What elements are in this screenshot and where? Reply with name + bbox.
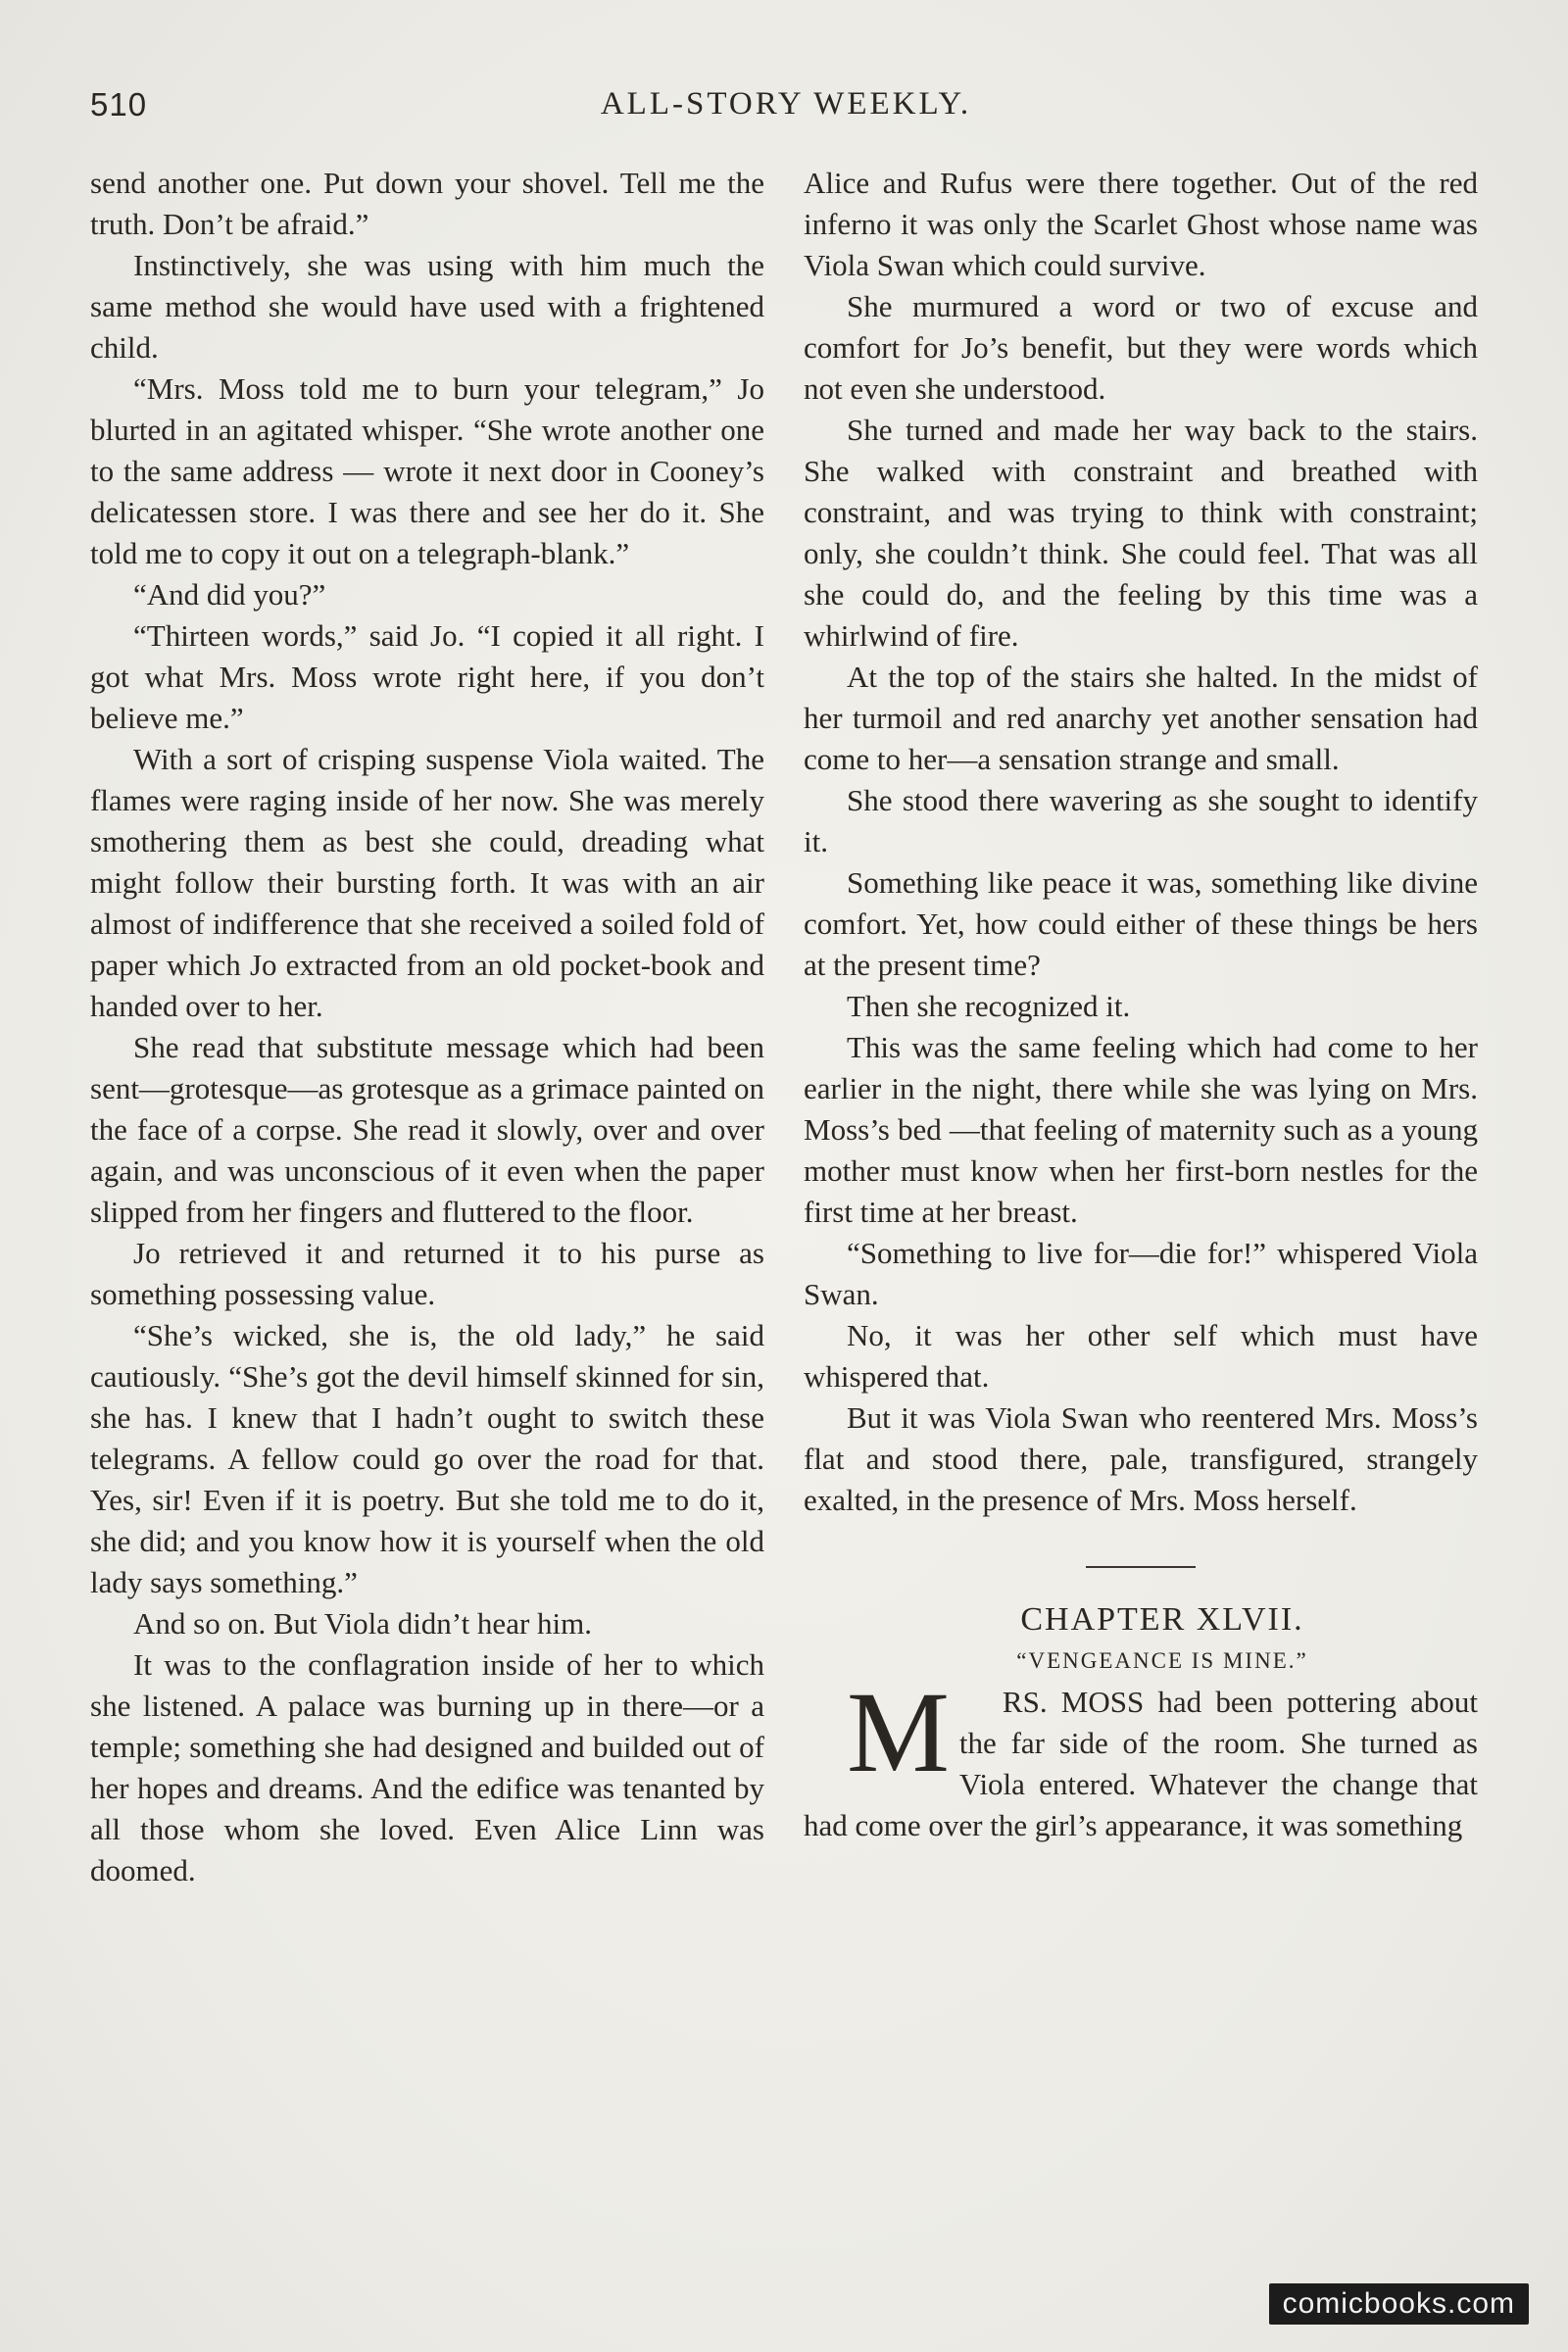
drop-cap: M (847, 1668, 950, 1796)
paragraph: It was to the conflagration inside of her to which she listened. A palace was burning up in there—or a temple; something she had designed and builded out of her hopes and dreams. And the edifice was tenanted by all those whom she loved. Even Alice Linn was doomed. (90, 1647, 764, 1887)
opening-text: RS. MOSS had been pottering about the far side of the room. She turned as Viola entered. Whatever the change that had come over the girl’s appearance, it was something (804, 1685, 1478, 1842)
left-column (90, 163, 764, 1891)
paragraph: “Thirteen words,” said Jo. “I copied it all right. I got what Mrs. Moss wrote right here, if you don’t believe me.” (90, 618, 764, 735)
running-head: ALL-STORY WEEKLY. (600, 86, 972, 122)
paragraph: With a sort of crisping suspense Viola waited. The flames were raging inside of her now. She was merely smothering them as best she could, dreading what might follow their bursting forth. It was with an air almost of indifference that she received a soiled fold of paper which Jo extracted from an old pocket-book and handed over to her. (90, 742, 764, 1023)
paragraph: Instinctively, she was using with him much the same method she would have used with a frightened child. (90, 248, 764, 365)
paragraph: No, it was her other self which must have whispered that. (804, 1318, 1478, 1394)
paragraph: send another one. Put down your shovel. Tell me the truth. Don’t be afraid.” (90, 166, 764, 241)
paragraph: She read that substitute message which had been sent—grotesque—as grotesque as a grimace painted on the face of a corpse. She read it slowly, over and over again, and was unconscious of it even when the paper slipped from her fingers and fluttered to the floor. (90, 1030, 764, 1229)
paragraph: “She’s wicked, she is, the old lady,” he said cautiously. “She’s got the devil himself skinned for sin, she has. I knew that I hadn’t ought to switch these telegrams. A fellow could go over the road for that. Yes, sir! Even if it is poetry. But she told me to do it, she did; and you know how it is yourself when the old lady says something.” (90, 1318, 764, 1599)
paragraph: “And did you?” (133, 577, 326, 612)
paragraph: Something like peace it was, something like divine comfort. Yet, how could either of these things be hers at the present time? (804, 865, 1478, 982)
paragraph: Jo retrieved it and returned it to his purse as something possessing value. (90, 1236, 764, 1311)
paragraph: “Mrs. Moss told me to burn your telegram,” Jo blurted in an agitated whisper. “She wrote another one to the same address — wrote it next door in Cooney’s delicatessen store. I was there and see her do it. She told me to copy it out on a telegraph-blank.” (90, 371, 764, 570)
paragraph: At the top of the stairs she halted. In the midst of her turmoil and red anarchy yet another sensation had come to her—a sensation strange and small. (804, 660, 1478, 776)
paragraph: This was the same feeling which had come to her earlier in the night, there while she was lying on Mrs. Moss’s bed —that feeling of maternity such as a young mother must know when her first-born nestles for the first time at her breast. (804, 1030, 1478, 1229)
page-number: 510 (90, 86, 148, 122)
paragraph: But it was Viola Swan who reentered Mrs. Moss’s flat and stood there, pale, transfigured, strangely exalted, in the presence of Mrs. Moss herself. (804, 1400, 1478, 1517)
paragraph: Alice and Rufus were there together. Out of the red inferno it was only the Scarlet Ghost whose name was Viola Swan which could survive. (804, 166, 1478, 282)
chapter-opening-paragraph (804, 1668, 1478, 1846)
paragraph: And so on. But Viola didn’t hear him. (133, 1606, 592, 1641)
page-header (90, 86, 1482, 135)
paragraph: “Something to live for—die for!” whispered Viola Swan. (804, 1236, 1478, 1311)
right-column (804, 163, 1478, 1846)
paragraph: Then she recognized it. (847, 989, 1131, 1023)
chapter-subtitle: “VENGEANCE IS MINE.” (1016, 1648, 1308, 1673)
paragraph: She murmured a word or two of excuse and comfort for Jo’s benefit, but they were words which not even she understood. (804, 289, 1478, 406)
paragraph: She turned and made her way back to the stairs. She walked with constraint and breathed with constraint, and was trying to think with constraint; only, she couldn’t think. She could feel. That was all she could do, and the feeling by this time was a whirlwind of fire. (804, 413, 1478, 653)
watermark: comicbooks.com (1269, 2283, 1529, 2325)
section-divider (1086, 1566, 1196, 1568)
paragraph: She stood there wavering as she sought to identify it. (804, 783, 1478, 858)
chapter-title: CHAPTER XLVII. (1020, 1601, 1304, 1638)
